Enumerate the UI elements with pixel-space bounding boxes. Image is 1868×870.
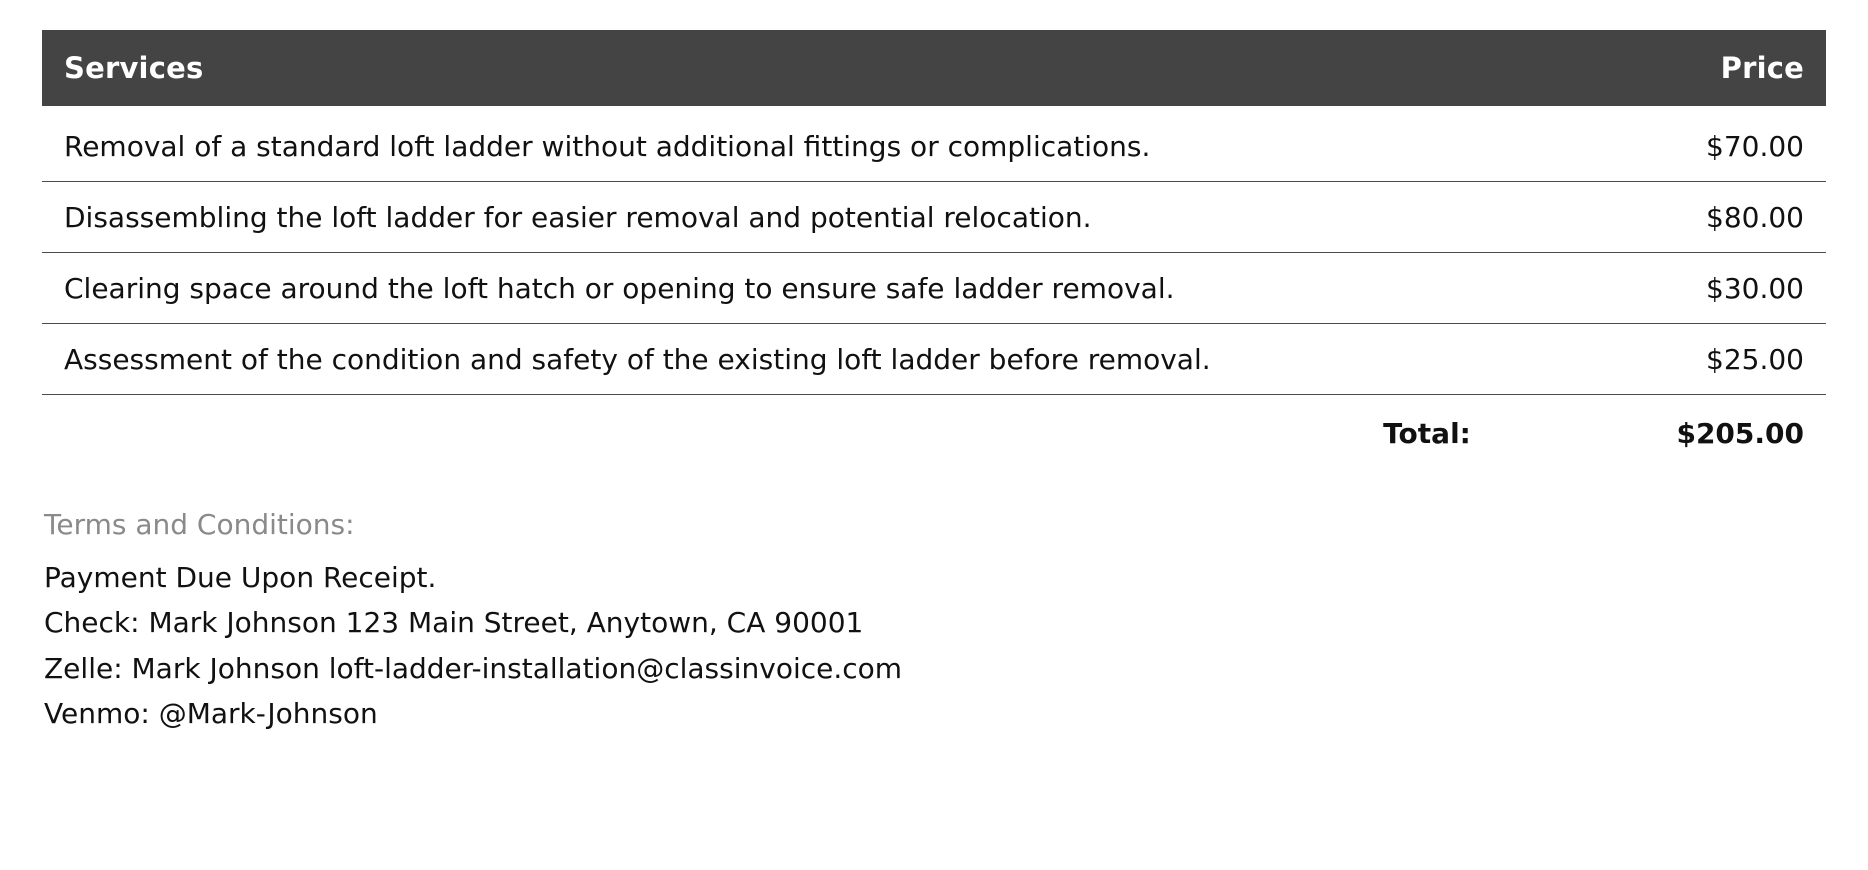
- table-header-row: [42, 30, 1826, 106]
- service-price: $80.00: [1505, 182, 1826, 253]
- service-description: Removal of a standard loft ladder without additional fittings or complications.: [42, 106, 1505, 182]
- total-label: Total:: [1383, 417, 1471, 450]
- table-row: [42, 182, 1826, 253]
- column-header-price: Price: [1720, 51, 1804, 85]
- terms-and-conditions-section: [42, 508, 1826, 736]
- table-body: [42, 106, 1826, 456]
- table-row: [42, 324, 1826, 395]
- service-description: Assessment of the condition and safety of the existing loft ladder before removal.: [42, 324, 1505, 395]
- total-amount: $205.00: [1676, 417, 1804, 450]
- table-row: [42, 253, 1826, 324]
- column-header-services: Services: [64, 51, 204, 85]
- terms-line-check: Check: Mark Johnson 123 Main Street, Anytown, CA 90001: [44, 606, 864, 640]
- service-price: $70.00: [1505, 106, 1826, 182]
- service-description: Disassembling the loft ladder for easier removal and potential relocation.: [42, 182, 1505, 253]
- terms-line-payment: Payment Due Upon Receipt.: [44, 561, 437, 594]
- table-header: [42, 30, 1826, 106]
- terms-line-zelle: Zelle: Mark Johnson loft-ladder-installation@classinvoice.com: [44, 651, 903, 685]
- service-price: $25.00: [1505, 324, 1826, 395]
- service-description: Clearing space around the loft hatch or opening to ensure safe ladder removal.: [42, 253, 1505, 324]
- service-price: $30.00: [1505, 253, 1826, 324]
- services-price-table: [42, 30, 1826, 456]
- terms-title: Terms and Conditions:: [44, 508, 355, 541]
- total-row: [42, 395, 1826, 457]
- terms-line-venmo: Venmo: @Mark-Johnson: [44, 697, 378, 731]
- table-row: [42, 106, 1826, 182]
